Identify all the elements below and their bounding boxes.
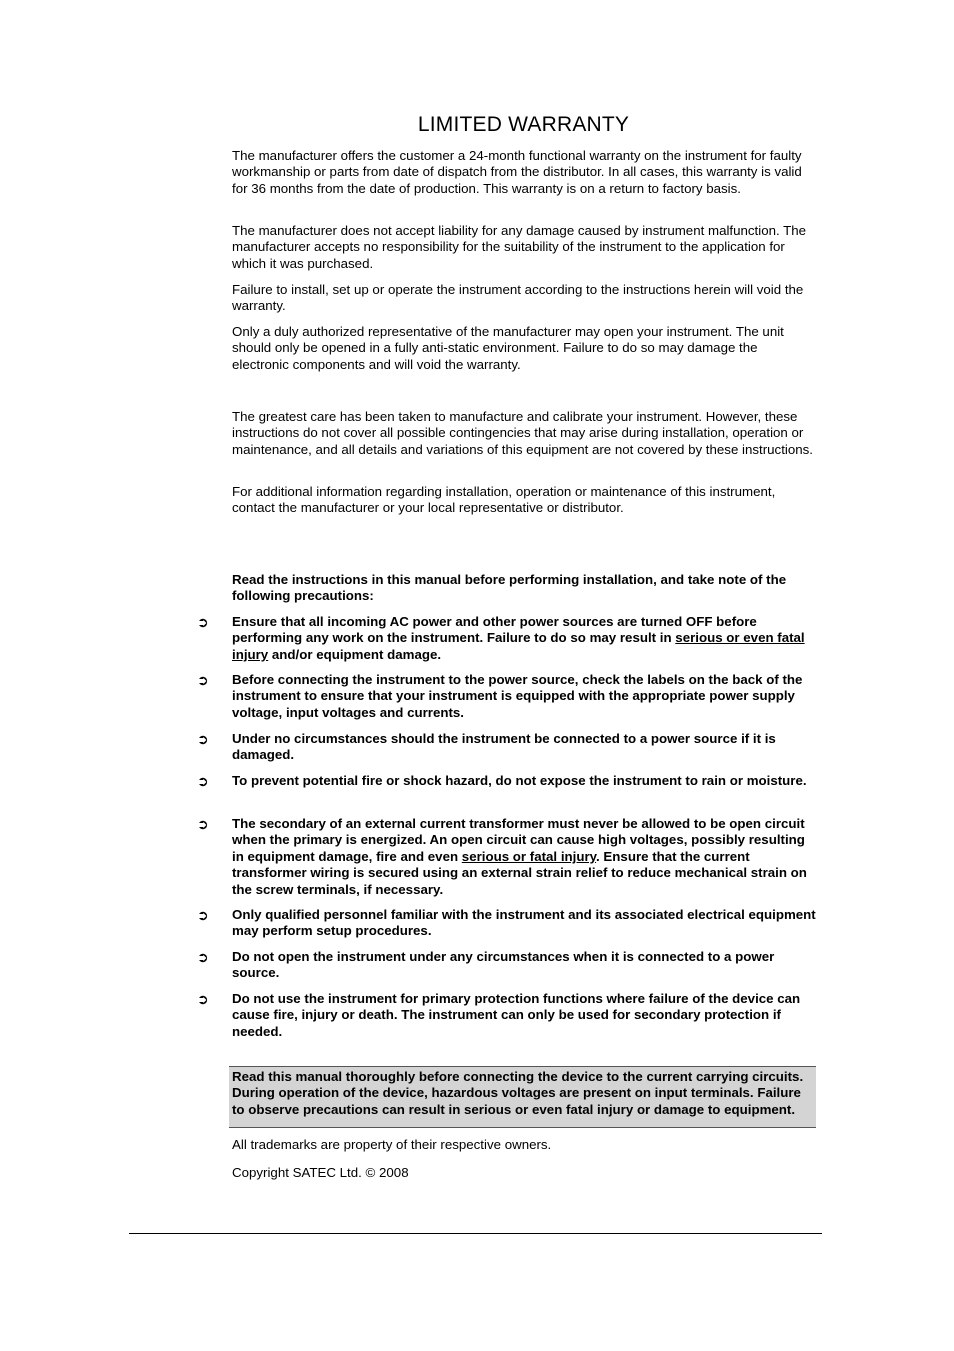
safety-intro: Read the instructions in this manual before performing installation, and take note of the following precautions: — [232, 572, 787, 604]
caution-box — [229, 1066, 816, 1128]
arrow-bullet-icon: ➲ — [197, 991, 209, 1007]
safety-item: Under no circumstances should the instrument be connected to a power source if it is damaged. — [232, 731, 776, 763]
copyright-note: Copyright SATEC Ltd. © 2008 — [232, 1165, 409, 1180]
safety-item: Do not open the instrument under any circumstances when it is connected to a power source. — [232, 949, 775, 981]
safety-item-text: Ensure that all incoming AC power and other power sources are turned OFF before performing any work on the instrument. Failure to do so may result in — [232, 614, 757, 646]
page-title: LIMITED WARRANTY — [417, 113, 630, 136]
safety-item: To prevent potential fire or shock hazard, do not expose the instrument to rain or moisture. — [232, 773, 807, 788]
arrow-bullet-icon: ➲ — [197, 731, 209, 747]
warranty-paragraph: Only a duly authorized representative of the manufacturer may open your instrument. The unit should only be opened in a fully anti-static environment. Failure to do so may damage the electronic components and will void the warranty. — [232, 324, 784, 372]
info-paragraph: The greatest care has been taken to manufacture and calibrate your instrument. However, these instructions do not cover all possible contingencies that may arise during installation, operation or maintenance, and all details and variations of this equipment are not covered by these instructions. — [232, 409, 813, 457]
safety-item-text: . Ensure that the current transformer wiring is secured using an external strain relief to reduce mechanical strain on the screw terminals, if necessary. — [232, 848, 807, 897]
info-paragraph: For additional information regarding installation, operation or maintenance of this instrument, contact the manufacturer or your local representative or distributor. — [232, 484, 776, 516]
warranty-paragraph: The manufacturer offers the customer a 24-month functional warranty on the instrument for faulty workmanship or parts from date of dispatch from the distributor. In all cases, this warranty is valid for 36 months from the date of production. This warranty is on a return to factory basis. — [232, 148, 802, 196]
safety-item — [232, 816, 817, 898]
warranty-paragraph: The manufacturer does not accept liability for any damage caused by instrument malfunction. The manufacturer accepts no responsibility for the suitability of the instrument to the application for which it was purchased. — [232, 223, 807, 271]
safety-item-text: The secondary of an external current transformer must never be allowed to be open circuit when the primary is energized. An open circuit can cause high voltages, possibly resulting in equipment damage, fire and even — [232, 816, 805, 864]
warranty-paragraph: Failure to install, set up or operate the instrument according to the instructions herein will void the warranty. — [232, 282, 804, 314]
caution-text: Read this manual thoroughly before connecting the device to the current carrying circuits. During operation of the device, hazardous voltages are present on input terminals. Failure to observe precautions can result in serious or even fatal injury or damage to equipment. — [232, 1069, 804, 1117]
safety-item: Only qualified personnel familiar with the instrument and its associated electrical equipment may perform setup procedures. — [232, 907, 816, 939]
safety-item-text: and/or equipment damage. — [268, 646, 442, 662]
safety-item-underlined: serious or even fatal injury — [232, 630, 805, 662]
arrow-bullet-icon: ➲ — [197, 773, 209, 789]
safety-item — [232, 614, 817, 663]
safety-item-underlined: serious or fatal injury — [461, 848, 597, 864]
trademarks-note: All trademarks are property of their respective owners. — [232, 1137, 552, 1152]
arrow-bullet-icon: ➲ — [197, 816, 209, 832]
safety-item: Do not use the instrument for primary protection functions where failure of the device can cause fire, injury or death. The instrument can only be used for secondary protection if needed. — [232, 991, 801, 1039]
arrow-bullet-icon: ➲ — [197, 614, 209, 630]
arrow-bullet-icon: ➲ — [197, 672, 209, 688]
safety-item: Before connecting the instrument to the power source, check the labels on the back of the instrument to ensure that your instrument is equipped with the appropriate power supply voltage, input voltages and currents. — [232, 672, 803, 720]
arrow-bullet-icon: ➲ — [197, 907, 209, 923]
footer-divider — [129, 1233, 822, 1234]
arrow-bullet-icon: ➲ — [197, 949, 209, 965]
